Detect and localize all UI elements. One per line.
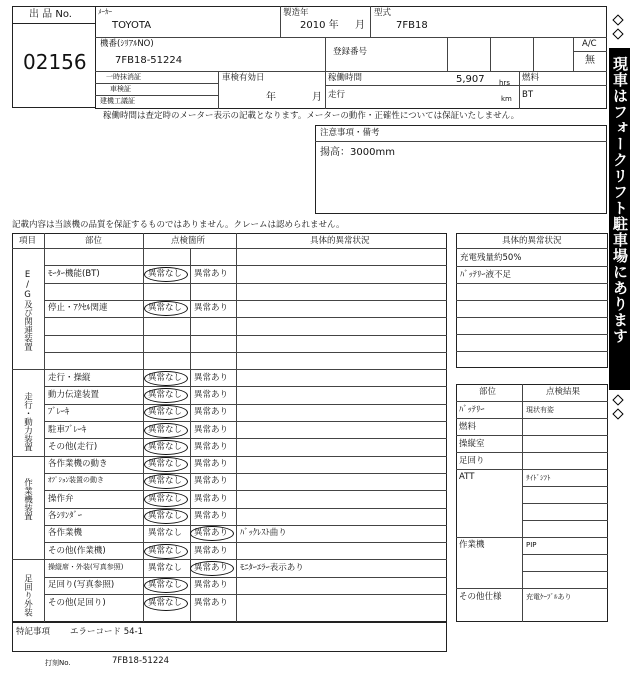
att-label: ATT <box>459 472 475 482</box>
row-part-label: 動力伝達装置 <box>48 389 100 400</box>
detail-line-divider <box>456 351 608 352</box>
hours-unit: hrs <box>499 79 510 87</box>
detail-line-divider <box>456 266 608 267</box>
group-engine: E/G及び関連装置 <box>22 270 33 351</box>
year-value: 2010 年 <box>300 20 339 31</box>
cert-label-1: 一時抹消証 <box>106 73 141 81</box>
other-spec-label: その他仕様 <box>459 592 502 602</box>
work-label: 作業機 <box>459 540 485 550</box>
row-part-label: 走行・操縦 <box>48 372 91 383</box>
diamond-top-icon <box>612 14 623 25</box>
status-abnormal-option[interactable]: 異常あり <box>194 580 229 591</box>
status-selected-circle <box>144 423 188 438</box>
status-normal-option[interactable]: 異常なし <box>148 268 183 279</box>
detail-line-divider <box>456 334 608 335</box>
col-part-header: 部位 <box>85 236 103 246</box>
work-item: PIP <box>526 541 537 549</box>
table-row <box>44 438 447 455</box>
col-item-header: 項目 <box>19 236 37 246</box>
row-part-label: ﾌﾞﾚｰｷ <box>48 407 70 418</box>
status-selected-circle <box>190 561 234 576</box>
fuel-value: BT <box>522 90 534 100</box>
hours-value: 5,907 <box>456 74 485 85</box>
status-selected-circle <box>144 267 188 282</box>
status-normal-option[interactable]: 異常なし <box>148 303 183 314</box>
table-row <box>44 283 447 300</box>
lot-number-cell <box>12 23 96 108</box>
hours-label: 稼働時間 <box>328 73 363 83</box>
check-row-divider <box>456 452 608 453</box>
status-selected-circle <box>144 509 188 524</box>
status-abnormal-option[interactable]: 異常あり <box>194 545 229 556</box>
table-row <box>44 317 447 334</box>
att-divider <box>522 486 608 487</box>
status-abnormal-option[interactable]: 異常あり <box>194 268 229 279</box>
detail-line-divider <box>456 283 608 284</box>
travel-label: 走行 <box>328 90 346 100</box>
work-block-end <box>456 588 608 589</box>
row-part-label: 操作弁 <box>48 493 74 504</box>
row-part-label: 操縦席・外装(写真参照) <box>48 562 124 571</box>
travel-unit: km <box>501 95 512 103</box>
status-normal-option[interactable]: 異常なし <box>148 424 183 435</box>
status-selected-circle <box>144 544 188 559</box>
status-selected-circle <box>144 457 188 472</box>
check-part-label: 燃料 <box>459 422 477 432</box>
row-part-label: 各作業機の動き <box>48 459 108 470</box>
status-abnormal-option[interactable]: 異常あり <box>194 476 229 487</box>
status-abnormal-option[interactable]: 異常あり <box>194 389 229 400</box>
lot-label-cell <box>12 6 96 24</box>
status-selected-circle <box>144 371 188 386</box>
table-row <box>44 369 447 386</box>
work-divider <box>522 571 608 572</box>
year-month: 月 <box>355 20 365 31</box>
row-part-label: 各ｼﾘﾝﾀﾞｰ <box>48 511 83 521</box>
status-selected-circle <box>144 492 188 507</box>
check-part-label: ﾊﾞｯﾃﾘｰ <box>459 405 485 415</box>
status-abnormal-option[interactable]: 異常あり <box>194 407 229 418</box>
row-part-label: ｵﾌﾟｼｮﾝ装置の動き <box>48 476 104 485</box>
status-abnormal-option[interactable]: 異常あり <box>194 511 229 521</box>
status-selected-circle <box>144 388 188 403</box>
cert-label-3: 建機工議証 <box>100 97 135 105</box>
table-row <box>44 248 447 265</box>
special-notes-label: 特記事項 <box>16 627 51 637</box>
row-part-label: その他(足回り) <box>48 597 106 608</box>
status-normal-option[interactable]: 異常なし <box>148 459 183 470</box>
row-part-label: 各作業機 <box>48 528 83 539</box>
right-detail-title: 具体的異常状況 <box>502 236 562 246</box>
location-sidebar <box>609 48 630 390</box>
other-spec-value: 充電ｹｰﾌﾞﾙあり <box>526 593 572 601</box>
stamp-value: 7FB18-51224 <box>112 656 170 666</box>
status-normal-option[interactable]: 異常なし <box>148 389 183 400</box>
group-exterior: 足回り外装 <box>22 574 33 617</box>
notes-body: 揚高：3000mm <box>320 147 395 158</box>
status-abnormal-option[interactable]: 異常あり <box>194 493 229 504</box>
row-part-label: その他(作業機) <box>48 545 106 556</box>
status-normal-option[interactable]: 異常なし <box>148 511 183 521</box>
check-part-label: 操縦室 <box>459 439 485 449</box>
table-row <box>44 421 447 438</box>
table-row <box>44 473 447 490</box>
table-row <box>44 508 447 525</box>
hours-notice: 稼働時間は査定時のメーター表示の記載となります。メーターの動作・正確性については保証いたしません。 <box>103 111 520 121</box>
group-drive: 走行・動力装置 <box>22 392 33 452</box>
att-divider <box>522 503 608 504</box>
diamond-bottom-icon-2 <box>612 408 623 419</box>
table-row <box>44 386 447 403</box>
detail-line-text: 充電残量約50% <box>460 253 522 263</box>
status-normal-option[interactable]: 異常なし <box>148 562 183 573</box>
inspection-year: 年 <box>266 92 276 103</box>
notes-box <box>315 125 607 214</box>
check-row-divider <box>456 469 608 470</box>
col-check-header: 点検箇所 <box>171 236 206 246</box>
status-normal-option[interactable]: 異常なし <box>148 528 183 539</box>
year-label: 製造年 <box>283 8 309 18</box>
status-abnormal-option[interactable]: 異常あり <box>194 528 229 539</box>
status-abnormal-option[interactable]: 異常あり <box>194 424 229 435</box>
inspection-label: 車検有効日 <box>222 73 265 83</box>
status-abnormal-option[interactable]: 異常あり <box>194 597 229 608</box>
status-abnormal-option[interactable]: 異常あり <box>194 459 229 470</box>
status-normal-option[interactable]: 異常なし <box>148 580 183 591</box>
status-selected-circle <box>144 440 188 455</box>
cert-label-2: 車検証 <box>110 85 131 93</box>
location-notice: 現車はフォークリフト駐車場にあります <box>611 56 629 344</box>
status-selected-circle <box>144 596 188 611</box>
lot-label: 出 品 No. <box>29 9 72 20</box>
diamond-bottom-icon <box>612 394 623 405</box>
maker-label: ﾒｰｶｰ <box>98 8 112 16</box>
diamond-top-icon-2 <box>612 28 623 39</box>
serial-label: 機番(ｼﾘｱﾙNO) <box>100 39 154 49</box>
status-normal-option[interactable]: 異常なし <box>148 493 183 504</box>
row-part-label: ﾓｰﾀｰ機能(BT) <box>48 268 100 279</box>
table-row <box>44 404 447 421</box>
status-abnormal-option[interactable]: 異常あり <box>194 441 229 452</box>
disclaimer: 記載内容は当該機の品質を保証するものではありません。クレームは認められません。 <box>12 220 345 230</box>
status-normal-option[interactable]: 異常なし <box>148 476 183 487</box>
registration-label: 登録番号 <box>333 47 368 57</box>
detail-line-divider <box>456 317 608 318</box>
att-divider <box>522 520 608 521</box>
table-row <box>44 265 447 282</box>
row-part-label: 停止・ｱｸｾﾙ関連 <box>48 303 108 314</box>
model-value: 7FB18 <box>396 20 428 31</box>
lot-number: 02156 <box>23 50 87 74</box>
detail-line-divider <box>456 300 608 301</box>
status-abnormal-option[interactable]: 異常あり <box>194 372 229 383</box>
att-item: ｻｲﾄﾞｼﾌﾄ <box>526 474 551 482</box>
status-normal-option[interactable]: 異常なし <box>148 407 183 418</box>
ac-label: A/C <box>582 39 597 49</box>
inspection-month: 月 <box>312 92 322 103</box>
row-part-label: その他(走行) <box>48 441 98 452</box>
right-check-part-header: 部位 <box>479 387 497 397</box>
right-check-result-header: 点検結果 <box>546 387 581 397</box>
ac-value: 無 <box>585 55 595 66</box>
work-divider <box>522 554 608 555</box>
check-result-value: 現状有姿 <box>526 406 554 414</box>
table-row <box>44 352 447 369</box>
status-normal-option[interactable]: 異常なし <box>148 597 183 608</box>
row-detail-text: ﾊﾞｯｸﾚｽﾄ曲り <box>240 528 287 539</box>
table-row <box>44 490 447 507</box>
check-row-divider <box>456 418 608 419</box>
serial-value: 7FB18-51224 <box>115 55 183 66</box>
status-normal-option[interactable]: 異常なし <box>148 545 183 556</box>
row-part-label: 足回り(写真参照) <box>48 580 115 591</box>
check-row-divider <box>456 435 608 436</box>
detail-line-text: ﾊﾞｯﾃﾘｰ液不足 <box>460 270 512 280</box>
row-detail-text: ﾓﾆﾀｰｴﾗｰ表示あり <box>240 562 304 573</box>
special-notes-value: エラーコード 54-1 <box>70 627 143 637</box>
group-work: 作業機装置 <box>22 478 33 521</box>
col-detail-header: 具体的異常状況 <box>310 236 370 246</box>
stamp-label: 打刻No. <box>45 659 71 667</box>
maker-value: TOYOTA <box>112 20 152 31</box>
status-abnormal-option[interactable]: 異常あり <box>194 562 229 573</box>
status-normal-option[interactable]: 異常なし <box>148 372 183 383</box>
status-normal-option[interactable]: 異常なし <box>148 441 183 452</box>
fuel-label: 燃料 <box>522 73 540 83</box>
table-row <box>44 335 447 352</box>
check-part-label: 足回り <box>459 456 485 466</box>
att-block-end <box>456 537 608 538</box>
row-part-label: 駐車ﾌﾞﾚｰｷ <box>48 424 87 435</box>
model-label: 型式 <box>374 8 392 18</box>
status-abnormal-option[interactable]: 異常あり <box>194 303 229 314</box>
notes-title: 注意事項・備考 <box>320 128 380 138</box>
